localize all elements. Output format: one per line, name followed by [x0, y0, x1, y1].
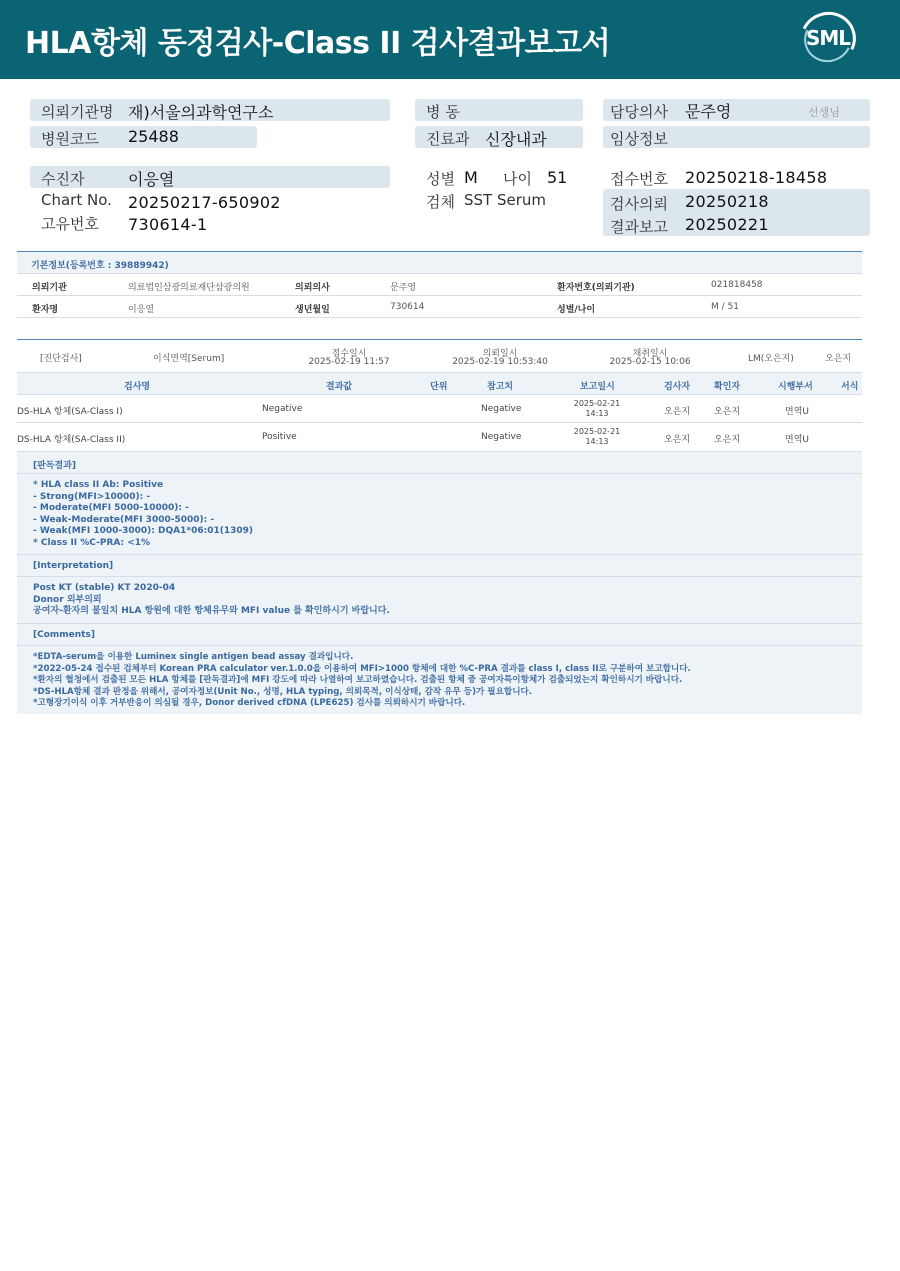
- col-header: 서식: [841, 382, 859, 392]
- requested-label: 의뢰일시: [482, 349, 518, 359]
- exec-dept: 면역U: [785, 407, 809, 417]
- test-value: Negative: [262, 404, 303, 414]
- section-line: - Weak(MFI 1000-3000): DQA1*06:01(1309): [33, 526, 253, 537]
- received-value: 2025-02-19 11:57: [308, 357, 390, 367]
- results-header-row: [17, 372, 862, 394]
- basic-key: 의뢰의사: [295, 283, 330, 293]
- sex-label: 성별: [426, 170, 455, 188]
- test-value: Positive: [262, 432, 297, 442]
- dept-value: 신장내과: [485, 130, 547, 149]
- doctor-value: 문주영: [685, 102, 732, 121]
- basic-info-table: [17, 251, 862, 340]
- section-title: [Comments]: [17, 623, 862, 646]
- basic-value: 의료법인삼광의료재단삼광의원: [128, 283, 250, 293]
- clinical-label: 임상정보: [610, 130, 668, 148]
- report-date: 2025-02-21: [573, 399, 621, 408]
- col-header: 검사자: [664, 382, 691, 392]
- report-time: 14:13: [585, 409, 609, 418]
- unique-value: 730614-1: [128, 215, 208, 234]
- exec-dept: 면역U: [785, 435, 809, 445]
- report-date: 2025-02-21: [573, 427, 621, 436]
- requested-value: 2025-02-19 10:53:40: [452, 357, 548, 367]
- section-body: [17, 474, 862, 550]
- basic-info-row: [17, 295, 862, 317]
- basic-key: 성별/나이: [557, 305, 596, 315]
- patient-label: 수진자: [41, 170, 85, 188]
- basic-info-row: [17, 273, 862, 295]
- report-title: HLA항체 동정검사-Class II 검사결과보고서: [25, 26, 611, 61]
- basic-key: 생년월일: [295, 305, 330, 315]
- col-header: 확인자: [714, 382, 741, 392]
- section-line: * Class II %C-PRA: <1%: [33, 537, 151, 548]
- collected-value: 2025-02-15 10:06: [609, 357, 691, 367]
- order-lm: LM(오은지): [748, 354, 794, 364]
- ward-label: 병 동: [426, 103, 460, 121]
- doctor-suffix: 선생님: [808, 106, 840, 119]
- basic-value: 이응열: [128, 305, 155, 315]
- order-type: [진단검사]: [40, 354, 82, 364]
- request-label: 검사의뢰: [610, 195, 668, 213]
- section-line: *환자의 혈청에서 검출된 모든 HLA 항체를 [판독결과]에 MFI 강도에 따라 나열하여 보고하였습니다. 검출된 항체 중 공여자특이항체가 검출되었는지 확인하시기 바랍니다.: [33, 675, 683, 686]
- interpretation-result-section: [17, 451, 862, 554]
- test-ref: Negative: [481, 404, 522, 414]
- section-line: *2022-05-24 접수된 검체부터 Korean PRA calculator ver.1.0.0을 이용하여 MFI>1000 항체에 대한 %C-PRA 결과를 class I, class II로 구분하여 보고합니다.: [33, 663, 691, 674]
- section-line: *고형장기이식 이후 거부반응이 의심될 경우, Donor derived cfDNA (LPE625) 검사를 의뢰하시기 바랍니다.: [33, 698, 466, 709]
- col-header: 시행부서: [778, 382, 813, 392]
- col-header: 단위: [430, 382, 448, 392]
- sex-value: M: [464, 168, 478, 187]
- section-line: - Strong(MFI>10000): -: [33, 491, 151, 502]
- chart-label: Chart No.: [41, 191, 112, 209]
- age-value: 51: [547, 168, 568, 187]
- report-header: [0, 0, 900, 79]
- table-row: [17, 422, 862, 450]
- chart-value: 20250217-650902: [128, 193, 281, 212]
- comments-section: [17, 623, 862, 714]
- section-title: [Interpretation]: [17, 554, 862, 577]
- section-line: - Moderate(MFI 5000-10000): -: [33, 503, 189, 514]
- receipt-value: 20250218-18458: [685, 168, 828, 187]
- basic-key: 환자번호(의뢰기관): [557, 283, 635, 293]
- col-header: 보고일시: [580, 382, 615, 392]
- unique-label: 고유번호: [41, 215, 99, 233]
- section-line: * HLA class II Ab: Positive: [33, 480, 164, 490]
- specimen-label: 검체: [426, 193, 455, 211]
- basic-value: 730614: [390, 302, 425, 312]
- section-line: *DS-HLA항체 결과 판정을 위해서, 공여자정보(Unit No., 성명, HLA typing, 의뢰목적, 이식상태, 감작 유무 등)가 필요합니다.: [33, 686, 533, 697]
- request-value: 20250218: [685, 192, 769, 211]
- order-person: 오은지: [825, 354, 852, 364]
- basic-key: 의뢰기관: [32, 283, 67, 293]
- received-label: 접수일시: [331, 349, 367, 359]
- section-line: *EDTA-serum을 이용한 Luminex single antigen bead assay 결과입니다.: [33, 652, 354, 662]
- test-name: DS-HLA 항체(SA-Class I): [17, 407, 123, 417]
- col-header: 결과값: [326, 382, 353, 392]
- age-label: 나이: [503, 170, 532, 188]
- tester: 오은지: [664, 435, 691, 445]
- table-row: [17, 394, 862, 422]
- test-name: DS-HLA 항체(SA-Class II): [17, 435, 126, 445]
- dept-label: 진료과: [426, 130, 470, 148]
- basic-info-spacer: [17, 317, 862, 340]
- section-line: Post KT (stable) KT 2020-04: [33, 583, 176, 593]
- section-body: [17, 646, 862, 710]
- report-time: 14:13: [585, 437, 609, 446]
- sml-logo: [800, 12, 856, 66]
- section-body: [17, 577, 862, 618]
- checker: 오은지: [714, 407, 741, 417]
- hospital-code-value: 25488: [128, 127, 179, 146]
- tester: 오은지: [664, 407, 691, 417]
- section-line: Donor 외부의뢰: [33, 594, 102, 605]
- report-label: 결과보고: [610, 218, 668, 236]
- section-title: [판독결과]: [17, 451, 862, 474]
- interpretation-section: [17, 554, 862, 623]
- basic-value: 문주영: [390, 283, 417, 293]
- test-ref: Negative: [481, 432, 522, 442]
- doctor-label: 담당의사: [610, 103, 668, 121]
- logo-text: SML: [805, 26, 851, 50]
- basic-info-caption: 기본정보(등록번호 : 39889942): [17, 251, 862, 273]
- patient-value: 이응열: [128, 170, 175, 189]
- section-line: 공여자-환자의 불일치 HLA 항원에 대한 항체유무와 MFI value 를 확인하시기 바랍니다.: [33, 606, 390, 617]
- report-value: 20250221: [685, 215, 769, 234]
- col-header: 검사명: [124, 382, 151, 392]
- institution-value: 재)서울의과학연구소: [128, 103, 274, 122]
- collected-label: 채취일시: [632, 349, 668, 359]
- checker: 오은지: [714, 435, 741, 445]
- results-table: [17, 372, 862, 450]
- receipt-label: 접수번호: [610, 170, 668, 188]
- institution-label: 의뢰기관명: [41, 103, 114, 121]
- order-info: [17, 342, 862, 372]
- basic-value: M / 51: [711, 302, 739, 312]
- basic-value: 021818458: [711, 280, 763, 290]
- hospital-code-label: 병원코드: [41, 130, 99, 148]
- basic-key: 환자명: [32, 305, 59, 315]
- specimen-value: SST Serum: [464, 191, 547, 209]
- section-line: - Weak-Moderate(MFI 3000-5000): -: [33, 514, 215, 525]
- order-dept: 이식면역[Serum]: [153, 354, 225, 364]
- col-header: 참고치: [487, 382, 514, 392]
